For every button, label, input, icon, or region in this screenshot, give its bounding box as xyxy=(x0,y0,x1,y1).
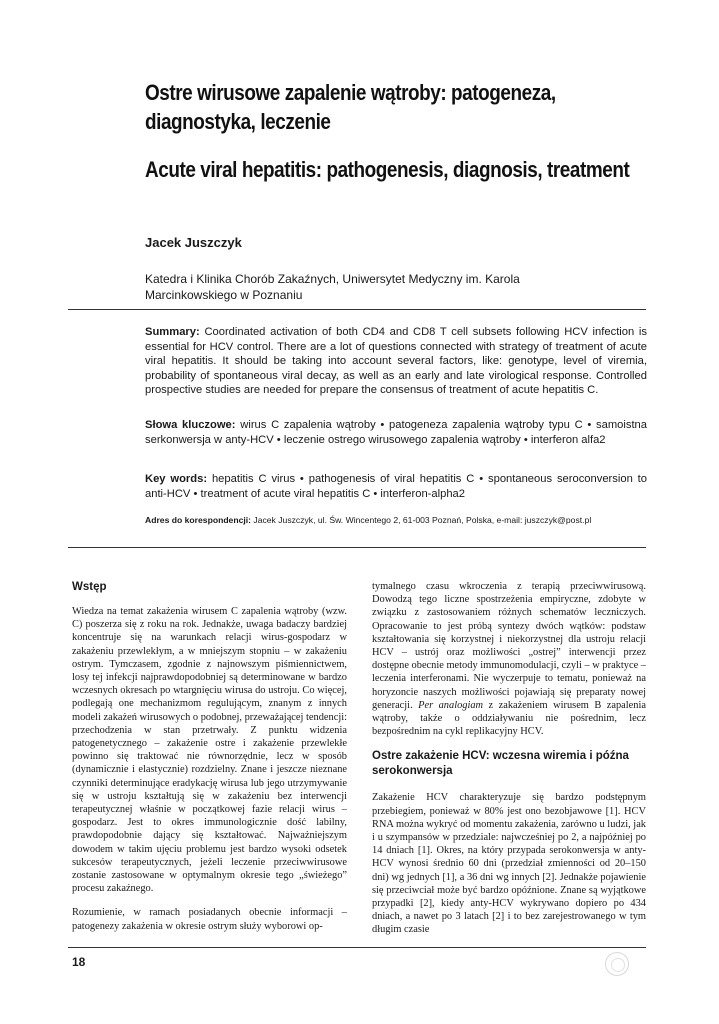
latin-phrase: Per analogiam xyxy=(418,699,484,711)
page-number: 18 xyxy=(72,955,86,969)
summary-label: Summary: xyxy=(145,326,200,338)
paragraph-text-end: z zakażeniem wirusem B zapalenia wątroby, także o oddziaływaniu nie pośrednim, lecz bezpośrednim na cykl replikacyjny HCV. xyxy=(372,699,646,738)
paragraph: Rozumienie, w ramach posiadanych obecnie informacji – patogenezy zakażenia w okresie ostrym służy wyborowi op- xyxy=(72,907,347,932)
paragraph xyxy=(372,580,646,738)
paragraph-text: tymalnego czasu wkroczenia z terapią przeciwwirusową. Dowodzą tego liczne spostrzeżenia empiryczne, zdobyte w związku z zastosowaniem różnych schematów leczniczych. Opracowanie to jest próbą syntezy dwóch wątków: podstaw kształtowania się korzystnej i niekorzystnej dla ustroju relacji HCV – ustrój oraz możliwości „ostrej” interwencji przez dostępne obecnie metody immunomodulacji, czyli – w praktyce – leczenia interferonami. Nie wyczerpuje to tematu, ponieważ na horyzoncie naszych możliwości pojawiają się preparaty nowej generacji. xyxy=(372,581,646,711)
author: Jacek Juszczyk xyxy=(145,235,242,250)
divider-middle xyxy=(68,547,646,548)
keywords-english-text: hepatitis C virus • pathogenesis of viral hepatitis C • spontaneous seroconversion to anti-HCV • treatment of acute viral hepatitis C • interferon-alpha2 xyxy=(145,473,648,500)
correspondence-label: Adres do korespondencji: xyxy=(145,515,252,525)
section-heading-intro: Wstęp xyxy=(72,581,107,593)
title-english: Acute viral hepatitis: pathogenesis, diagnosis, treatment xyxy=(145,157,630,182)
section-heading-acute-infection: Ostre zakażenie HCV: wczesna wiremia i późna serokonwersja xyxy=(372,750,629,778)
affiliation: Katedra i Klinika Chorób Zakaźnych, Uniwersytet Medyczny im. Karola Marcinkowskiego w Poznaniu xyxy=(145,272,520,302)
summary-text: Coordinated activation of both CD4 and CD8 T cell subsets following HCV infection is essential for HCV control. There are a lot of questions connected with strategy of treatment of acute viral hepatitis. It should be taking into account several factors, like: genotype, level of viremia, probability of spontaneous viral decay, as well as an early and late virological response. Controlled prospective studies are needed for prepare the consensus of treatment of acute hepatitis C. xyxy=(145,326,648,397)
paragraph: Wiedza na temat zakażenia wirusem C zapalenia wątroby (wzw. C) poszerza się z roku na rok. Jednakże, uwaga badaczy bardziej koncentruje się na warunkach relacji wirus-gospodarz w zakażeniu przewlekłym, a w mniejszym stopniu – w zakażeniu ostrym. Tymczasem, zgodnie z najnowszym piśmiennictwem, losy tej infekcji najprawdopodobniej są determinowane w bardzo wczesnych okresach po wtargnięciu wirusa do ustroju. Co więcej, podlegają one mechanizmom regulującym, znanym z innych modeli zakażeń wirusowych o podobnej, przeważającej tendencji: przechodzenia w stan przetrwały. Z punktu widzenia patogenetycznego – zakażenie ostre i zakażenie przewlekłe powinno się traktować nie równorzędnie, lecz w sposób (dynamicznie i elastycznie) rozdzielny. Znane i jeszcze nieznane czynniki determinujące eradykację wirusa lub jego utrzymywanie się w ustroju kształtują się w zakażeniu bez interwencji terapeutycznej właśnie w początkowej fazie relacji wirus – gospodarz. Jest to okres immunologicznie dość labilny, prawdopodobnie dający się kształtować. Najważniejszym dowodem w takim ujęciu problemu jest bardzo wysoki odsetek sukcesów terapeutycznych, jeżeli leczenie przeciwwirusowe zostanie zastosowane w optymalnym okresie tego „świeżego” procesu zakaźnego. xyxy=(72,606,347,895)
paragraph: Zakażenie HCV charakteryzuje się bardzo podstępnym przebiegiem, ponieważ w 80% jest ono bezobjawowe [1]. HCV RNA można wykryć od momentu zakażenia, zarówno u ludzi, jak i u szympansów w przedziale: najwcześniej po 2, a najpóźniej po 14 dniach [1]. Okres, na który przypada serokonwersja w anty-HCV wynosi średnio 60 dni (przedział zmienności od 20–150 dni) wg jednych [1], a 36 dni wg innych [2]. Jednakże pojawienie się przeciwciał może być bardzo opóźnione. Znane są wyjątkowe przypadki [2], kiedy anty-HCV wykrywano dopiero po 434 dniach, a nawet po 3 latach [2] i to bez zarejestrowanego w tym długim czasie xyxy=(372,792,646,936)
summary xyxy=(145,325,647,398)
keywords-polish-label: Słowa kluczowe: xyxy=(145,419,236,431)
title-polish: Ostre wirusowe zapalenie wątroby: patogeneza, diagnostyka, leczenie xyxy=(145,80,556,134)
divider-bottom xyxy=(68,947,646,948)
keywords-english xyxy=(145,472,647,501)
keywords-polish-text: wirus C zapalenia wątroby • patogeneza zapalenia wątroby typu C • samoistna serkonwersja w anty-HCV • leczenie ostrego wirusowego zapalenia wątroby • interferon alfa2 xyxy=(145,419,648,446)
journal-logo-icon xyxy=(605,952,629,976)
keywords-polish xyxy=(145,418,647,447)
keywords-english-label: Key words: xyxy=(145,473,208,485)
divider-top xyxy=(68,309,646,310)
correspondence-text: Jacek Juszczyk, ul. Św. Wincentego 2, 61-003 Poznań, Polska, e-mail: juszczyk@post.pl xyxy=(253,515,592,525)
left-column xyxy=(72,605,347,933)
right-column xyxy=(372,580,646,937)
correspondence xyxy=(145,515,655,525)
